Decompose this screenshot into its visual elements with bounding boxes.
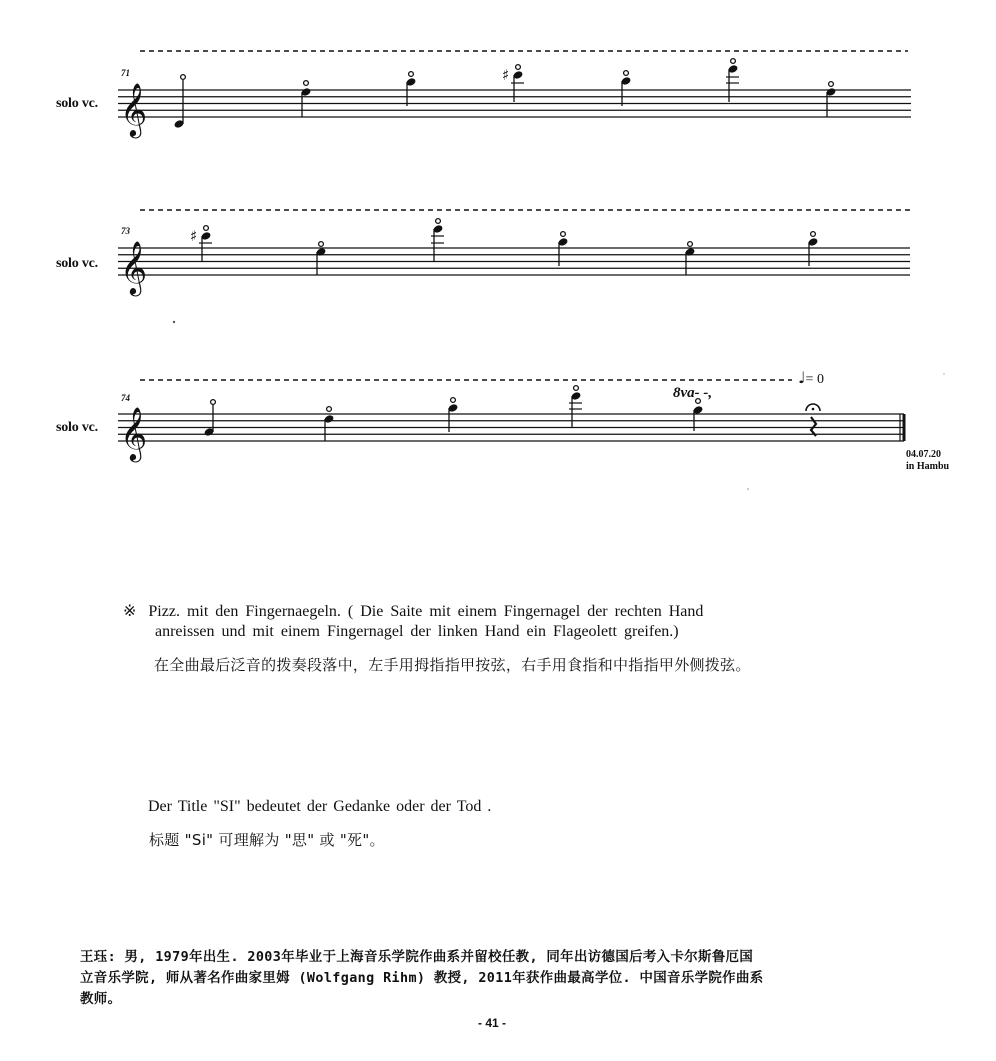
harmonic-circle-icon bbox=[829, 82, 834, 87]
note bbox=[323, 407, 334, 441]
harmonic-circle-icon bbox=[181, 75, 186, 80]
composer-bio-line-1: 王珏: 男, 1979年出生. 2003年毕业于上海音乐学院作曲系并留校任教, 同年出访德国后考入卡尔斯鲁厄国 bbox=[80, 950, 754, 965]
reference-mark-icon: ※ bbox=[123, 601, 137, 620]
sharp-icon: ♯ bbox=[190, 227, 198, 245]
staff-system-1 bbox=[118, 51, 911, 138]
footnote-german-line-2: anreissen und mit einem Fingernagel der linken Hand ein Flageolett greifen.) bbox=[155, 623, 679, 640]
tempo-value: = 0 bbox=[805, 372, 824, 387]
note bbox=[684, 242, 695, 275]
title-note-german: Der Title "SI" bedeutet der Gedanke oder der Tod . bbox=[148, 798, 492, 815]
note bbox=[726, 59, 739, 102]
harmonic-circle-icon bbox=[304, 81, 309, 86]
harmonic-circle-icon bbox=[436, 219, 441, 224]
harmonic-circle-icon bbox=[574, 386, 579, 391]
harmonic-circle-icon bbox=[561, 232, 566, 237]
measure-number-73: 73 bbox=[121, 226, 130, 236]
fermata-dot bbox=[812, 408, 815, 411]
harmonic-circle-icon bbox=[451, 398, 456, 403]
note bbox=[431, 219, 444, 262]
composer-bio-line-2: 立音乐学院, 师从著名作曲家里姆 (Wolfgang Rihm) 教授, 2011年获作曲最高学位. 中国音乐学院作曲系 bbox=[80, 971, 764, 986]
treble-clef-icon: 𝄞 bbox=[120, 82, 148, 136]
harmonic-circle-icon bbox=[319, 242, 324, 247]
harmonic-circle-icon bbox=[624, 71, 629, 76]
treble-clef-icon: 𝄞 bbox=[120, 240, 148, 294]
note bbox=[825, 82, 836, 117]
footnote-german-line-1 bbox=[123, 601, 703, 622]
note bbox=[569, 386, 582, 428]
measure-number-74: 74 bbox=[121, 393, 130, 403]
footnote-chinese: 在全曲最后泛音的拨奏段落中，左手用拇指指甲按弦，右手用食指和中指指甲外侧拨弦。 bbox=[154, 656, 751, 674]
note bbox=[203, 400, 215, 437]
ottava-text: 8va- -, bbox=[673, 385, 713, 401]
note bbox=[315, 242, 326, 275]
quarter-note-icon: ♩ bbox=[798, 368, 806, 387]
instrument-label-system-3: solo vc. bbox=[56, 420, 98, 435]
treble-clef-icon: 𝄞 bbox=[120, 406, 148, 460]
instrument-label-system-2: solo vc. bbox=[56, 256, 98, 271]
note bbox=[447, 398, 458, 432]
scan-speck bbox=[747, 488, 749, 490]
score-notation bbox=[0, 0, 996, 500]
title-note-chinese: 标题 "Si" 可理解为 "思" 或 "死"。 bbox=[149, 831, 385, 849]
ottava-mark bbox=[673, 385, 712, 402]
note bbox=[692, 399, 703, 431]
harmonic-circle-icon bbox=[516, 65, 521, 70]
harmonic-circle-icon bbox=[811, 232, 816, 237]
harmonic-circle-icon bbox=[409, 72, 414, 77]
harmonic-circle-icon bbox=[204, 226, 209, 231]
note bbox=[300, 81, 311, 117]
note bbox=[405, 72, 416, 106]
note bbox=[173, 75, 185, 129]
note bbox=[557, 232, 568, 266]
staff-system-3 bbox=[118, 380, 904, 462]
page-number: - 41 - bbox=[478, 1016, 507, 1030]
staff-system-2 bbox=[118, 210, 910, 296]
tempo-mark bbox=[798, 368, 824, 388]
quarter-rest-icon bbox=[811, 417, 816, 436]
note bbox=[190, 226, 212, 262]
sharp-icon: ♯ bbox=[502, 66, 510, 84]
footnote-german-text-1: Pizz. mit den Fingernaegeln. ( Die Saite mit einem Fingernagel der rechten Hand bbox=[148, 603, 704, 620]
harmonic-circle-icon bbox=[327, 407, 332, 412]
note bbox=[807, 232, 818, 266]
harmonic-circle-icon bbox=[688, 242, 693, 247]
composer-bio-line-3: 教师。 bbox=[80, 992, 122, 1007]
scan-speck bbox=[943, 373, 945, 375]
note bbox=[620, 71, 631, 106]
scan-speck bbox=[173, 321, 175, 323]
harmonic-circle-icon bbox=[731, 59, 736, 64]
composition-date: 04.07.20 bbox=[906, 449, 941, 460]
measure-number-71: 71 bbox=[121, 68, 130, 78]
composition-place: in Hambu bbox=[906, 461, 950, 472]
harmonic-circle-icon bbox=[211, 400, 216, 405]
instrument-label-system-1: solo vc. bbox=[56, 96, 98, 111]
